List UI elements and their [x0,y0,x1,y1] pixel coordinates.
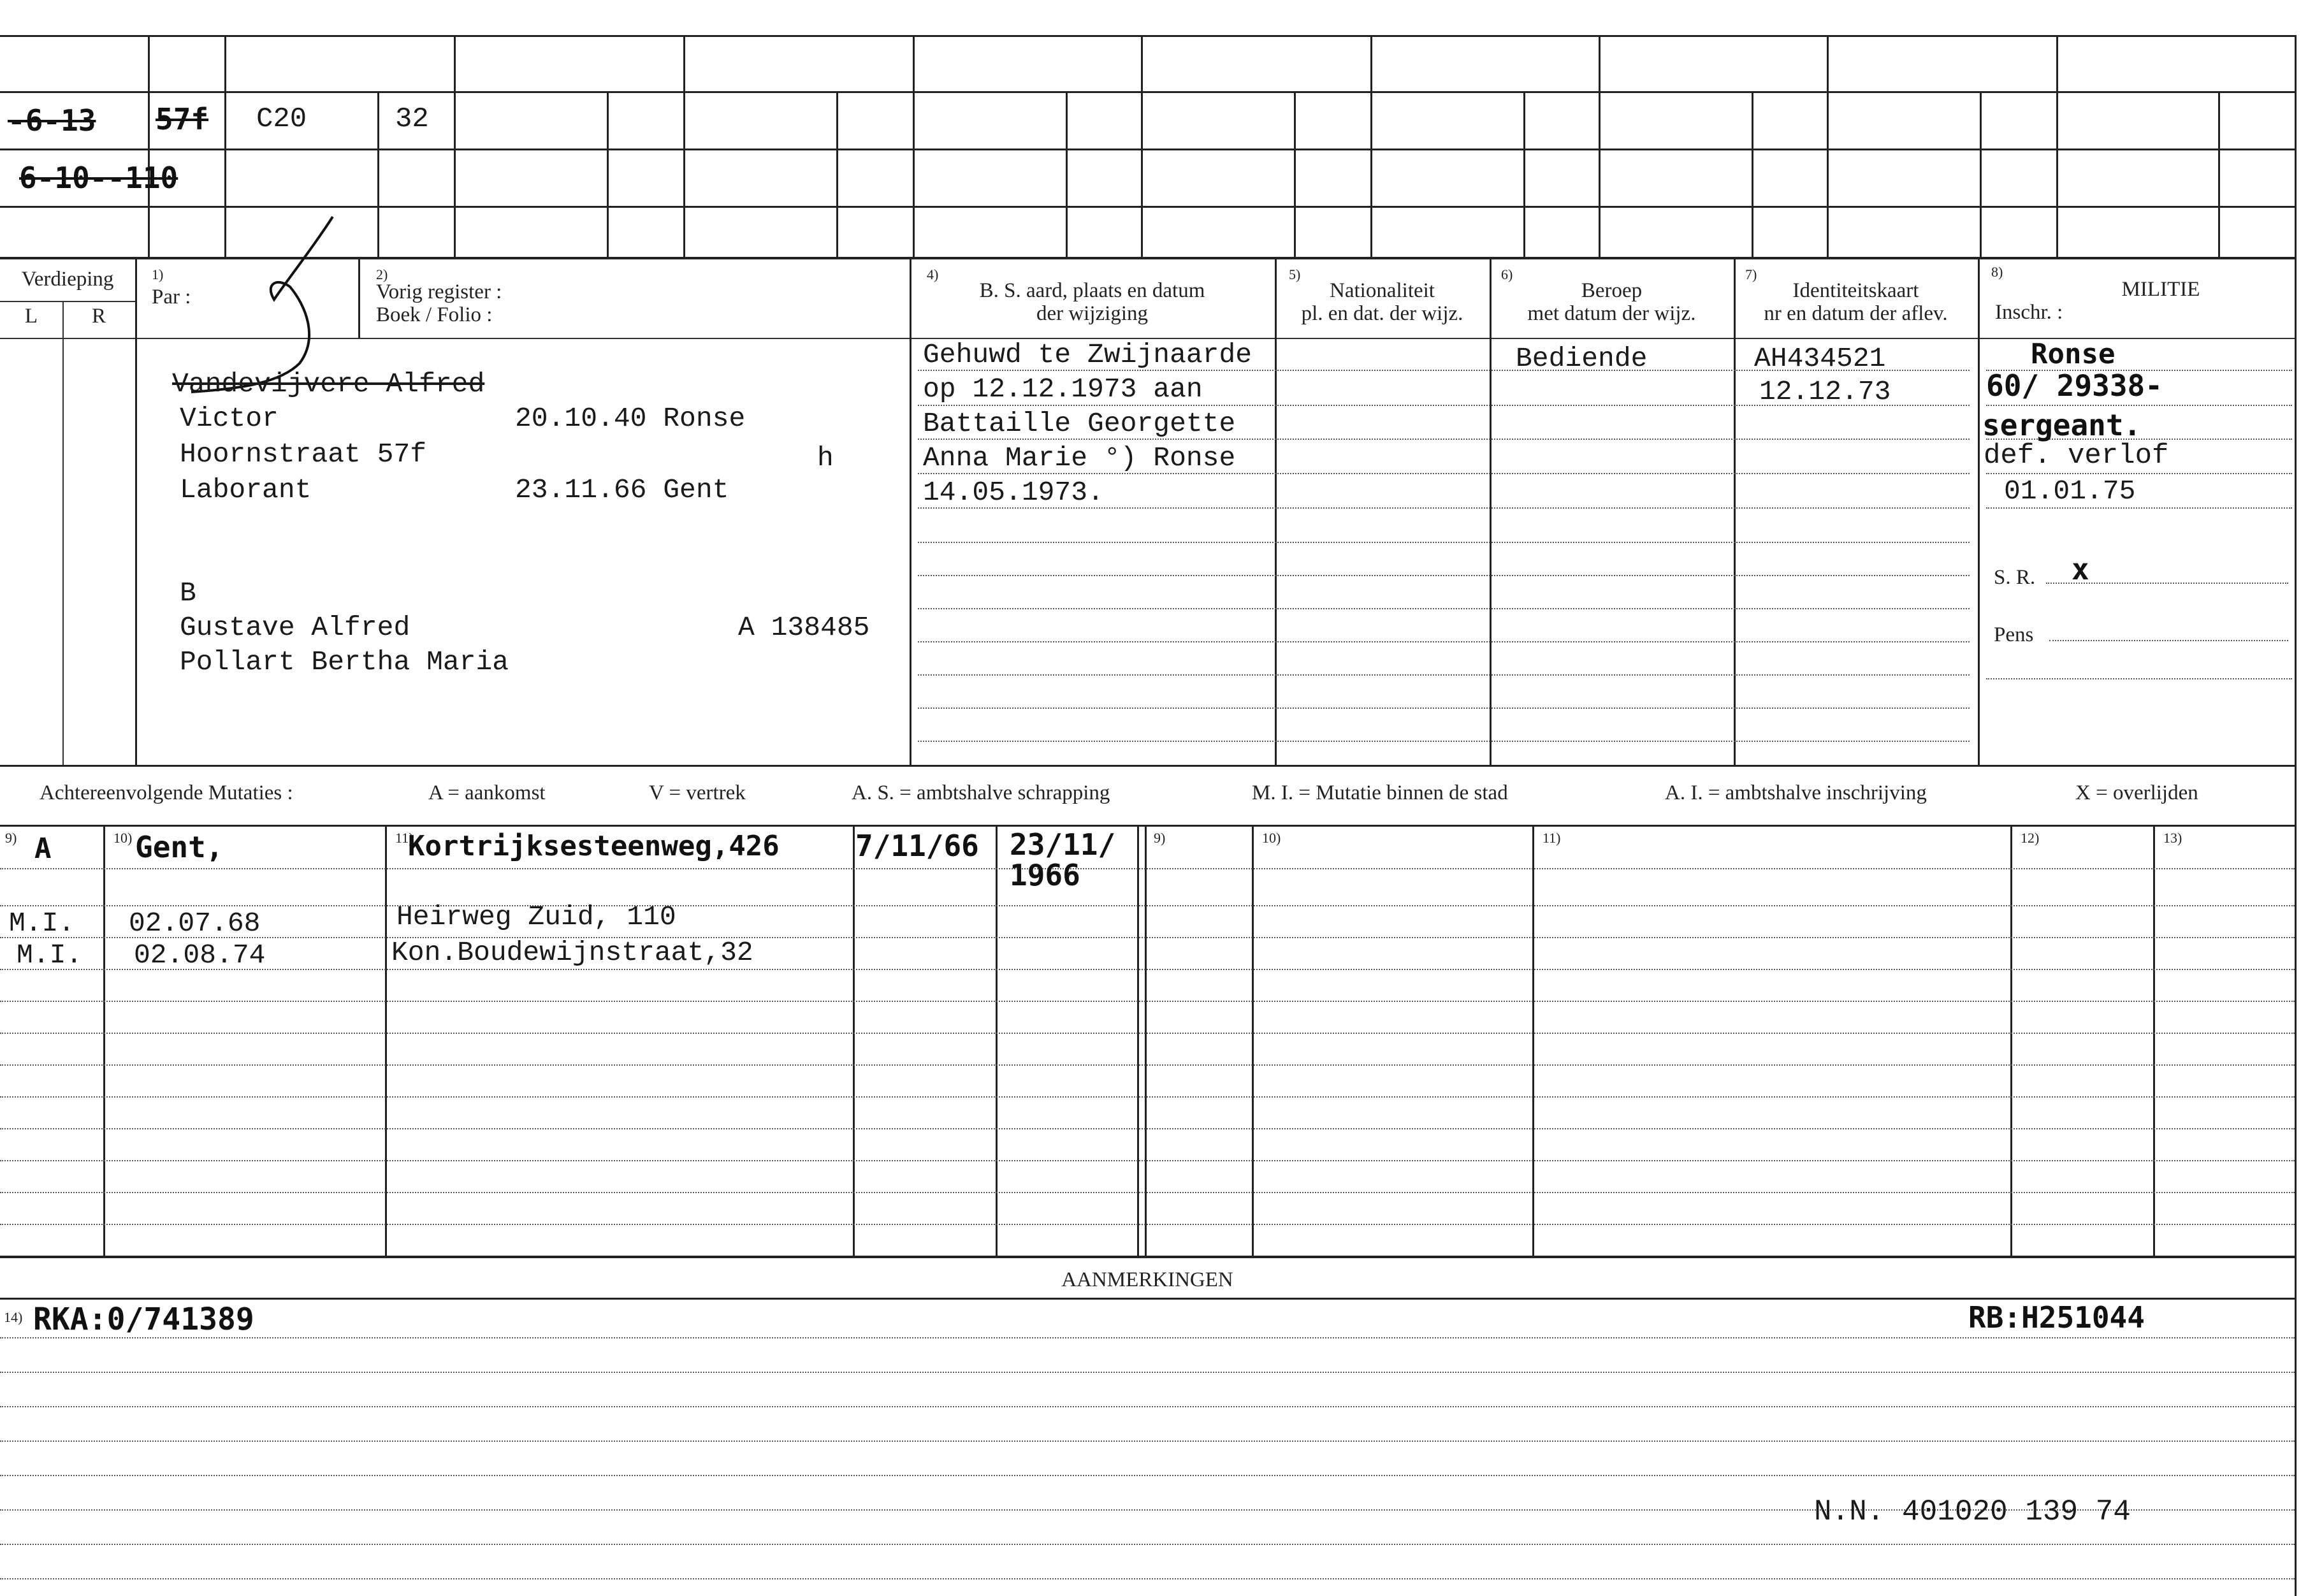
person-father: Gustave Alfred [180,612,410,643]
header-id-1: Identiteitskaart [1792,279,1919,302]
legend-v: V = vertrek [649,781,746,804]
mut-n11: 11) [395,830,414,846]
remarks-rka: RKA:0/741389 [33,1302,254,1337]
header-beroep-1: Beroep [1581,279,1643,302]
remarks-rb: RB:H251044 [1968,1300,2145,1335]
mut-n10-b: 10) [1262,830,1281,846]
person-address: Hoornstraat 57f [180,439,427,470]
header-militie: MILITIE [2121,278,2200,301]
id-number: AH434521 [1754,343,1886,374]
person-date2: 23.11.66 Gent [515,474,729,505]
header-bs-2: der wijziging [1036,302,1149,325]
person-birth: 20.10.40 Ronse [515,403,746,434]
header-nat-2: pl. en dat. der wijz. [1301,302,1463,325]
person-a-number: A 138485 [738,612,870,643]
remarks-n14: 14) [4,1309,23,1325]
mut-row2-date: 02.08.74 [134,939,266,971]
mut-first-date2-l1: 23/11/ [1010,827,1116,862]
header-nat-1: Nationaliteit [1330,279,1435,302]
legend-title: Achtereenvolgende Mutaties : [40,781,293,804]
top-cell-2: 57f [156,102,209,136]
remarks-title: AANMERKINGEN [1061,1268,1233,1291]
header-id-2: nr en datum der aflev. [1764,302,1948,325]
header-inschr: Inschr. : [1995,301,2063,324]
mut-first-date2-l2: 1966 [1010,858,1080,892]
bs-line-4: Anna Marie °) Ronse [923,442,1236,474]
mut-first-street: Kortrijksesteenweg,426 [408,830,780,862]
person-b: B [180,577,196,609]
bs-line-2: op 12.12.1973 aan [923,374,1203,405]
mut-n13: 13) [2163,830,2182,846]
header-bs-1: B. S. aard, plaats en datum [979,279,1205,302]
militie-sr-mark: x [2072,552,2089,586]
header-vorig-register: Vorig register : [376,280,502,303]
remarks-nn: N.N. 401020 139 74 [1814,1495,2131,1528]
mut-row1-type: M.I. [9,908,75,939]
header-n7: 7) [1745,266,1757,282]
mut-n10: 10) [113,830,133,846]
person-mother: Pollart Bertha Maria [180,646,509,678]
mut-n12: 12) [2021,830,2040,846]
beroep-value: Bediende [1516,343,1648,374]
person-firstname: Victor [180,403,279,434]
mut-row2-type: M.I. [17,939,83,971]
mut-row2-address: Kon.Boudewijnstraat,32 [391,937,753,968]
legend-ai: A. I. = ambtshalve inschrijving [1665,781,1927,804]
mut-n11-b: 11) [1542,830,1561,846]
legend-as: A. S. = ambtshalve schrapping [852,781,1110,804]
militie-place: Ronse [2031,338,2116,370]
header-par: Par : [152,286,191,308]
mut-first-date: 7/11/66 [855,829,979,863]
top-cell-3: C20 [256,103,307,135]
header-boek-folio: Boek / Folio : [376,303,493,326]
militie-verlof: def. verlof [1984,440,2169,472]
person-profession: Laborant [180,474,312,505]
legend-a: A = aankomst [428,781,546,804]
militie-pens-label: Pens [1994,623,2034,646]
header-n6: 6) [1501,266,1513,282]
header-r: R [91,305,106,328]
header-n4: 4) [927,266,939,282]
mut-row1-address: Heirweg Zuid, 110 [396,901,676,932]
person-h: h [817,442,834,474]
header-l: L [24,305,38,328]
top-cell-4: 32 [395,103,429,135]
id-date: 12.12.73 [1759,376,1891,407]
legend-mi: M. I. = Mutatie binnen de stad [1252,781,1508,804]
militie-rank: sergeant. [1982,408,2142,442]
top-cell-row2: 6-10--110 [19,161,178,195]
header-n2: 2) [376,266,388,282]
mut-first-type: A [34,832,52,865]
bs-line-3: Battaille Georgette [923,408,1236,439]
header-n8: 8) [1991,264,2003,280]
mut-first-city: Gent, [135,830,224,864]
mut-n9-b: 9) [1154,830,1166,846]
header-n1: 1) [152,266,164,282]
militie-verlof-date: 01.01.75 [2004,475,2136,507]
bs-line-5: 14.05.1973. [923,477,1104,508]
bs-line-1: Gehuwd te Zwijnaarde [923,339,1252,370]
mut-row1-date: 02.07.68 [129,908,261,939]
militie-number: 60/ 29338- [1986,368,2163,403]
header-n5: 5) [1289,266,1301,282]
top-cell-1: -6-13 [8,103,96,138]
header-verdieping: Verdieping [21,268,114,291]
militie-sr-label: S. R. [1994,566,2036,589]
person-surname: Vandevijvere Alfred [172,368,485,400]
legend-x: X = overlijden [2075,781,2198,804]
mut-n9: 9) [5,830,17,846]
header-beroep-2: met datum der wijz. [1527,302,1696,325]
